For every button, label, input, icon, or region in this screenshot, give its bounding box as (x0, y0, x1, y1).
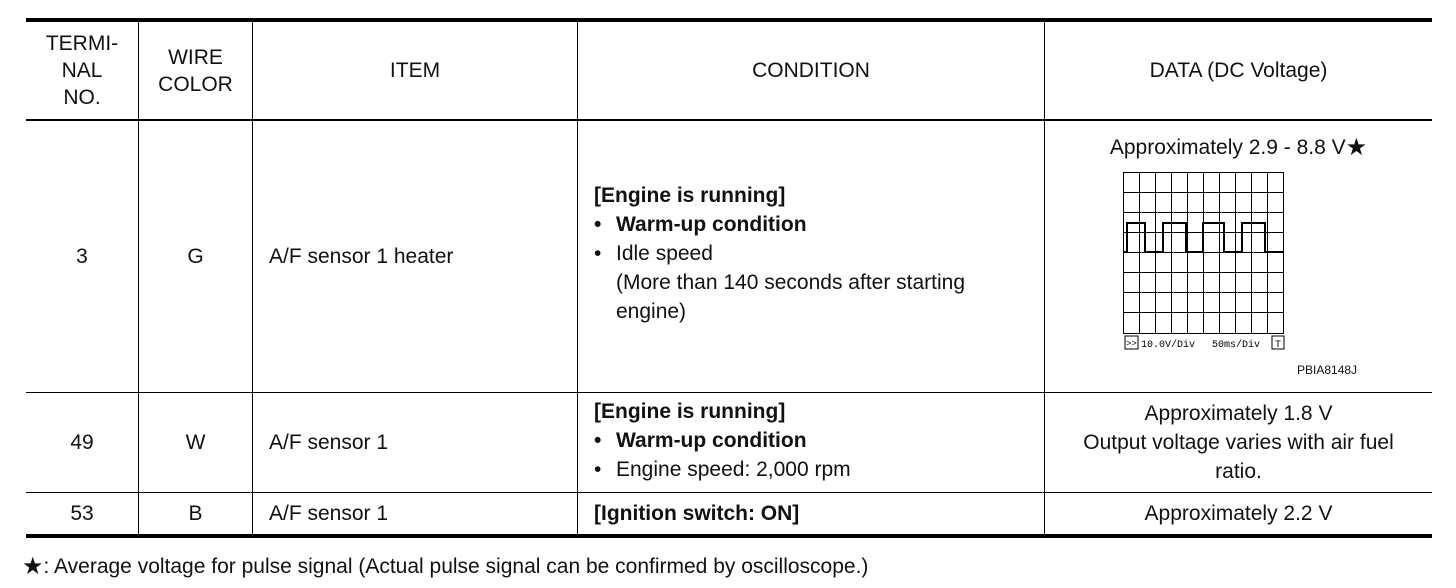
row2-condition-title: [Engine is running] (594, 400, 786, 423)
row1-condition (594, 181, 1034, 326)
oscilloscope-waveform (1120, 170, 1290, 356)
footnote (22, 552, 868, 581)
header-data: DATA (DC Voltage) (1149, 59, 1328, 82)
row3-data: Approximately 2.2 V (1144, 502, 1333, 525)
header-terminal: TERMI- NAL NO. (45, 32, 119, 109)
row2-condition-bullet-2: • Engine speed: 2,000 rpm (594, 455, 1034, 484)
row3-terminal: 53 (70, 502, 94, 525)
scope-volt-div: 10.0V/Div (1141, 340, 1196, 351)
row3-condition: [Ignition switch: ON] (594, 502, 800, 525)
row2-terminal: 49 (70, 431, 94, 454)
header-wire-color: WIRE COLOR (158, 45, 233, 96)
header-item: ITEM (389, 59, 441, 82)
star-icon: ★ (1345, 133, 1368, 161)
row2-data: Approximately 1.8 V Output voltage varies with air fuel ratio. (1083, 402, 1394, 483)
scope-time-div: 50ms/Div (1212, 340, 1261, 351)
row3-item: A/F sensor 1 (269, 502, 389, 525)
row1-data-text: Approximately 2.9 - 8.8 V (1109, 135, 1346, 159)
row2-item: A/F sensor 1 (269, 431, 389, 454)
footnote-text: : Average voltage for pulse signal (Actual pulse signal can be confirmed by oscilloscope.) (43, 555, 869, 578)
header-condition: CONDITION (752, 59, 870, 82)
row3-wire: B (188, 502, 203, 525)
row2-wire: W (185, 431, 206, 454)
figure-code: PBIA8148J (1297, 363, 1358, 377)
table-bottom-border (26, 534, 1432, 538)
scope-arrow-label: >> (1126, 339, 1137, 349)
row1-condition-bullet-1: • Warm-up condition (594, 210, 1034, 239)
row1-condition-title: [Engine is running] (594, 184, 786, 207)
row1-condition-note-1: (More than 140 seconds after starting (616, 271, 966, 294)
row1-data (1045, 129, 1432, 165)
row1-item: A/F sensor 1 heater (269, 245, 454, 268)
row1-condition-note-2: engine) (616, 300, 687, 323)
scope-t-label: T (1275, 340, 1282, 351)
row2-condition-bullet-1: • Warm-up condition (594, 426, 1034, 455)
row2-condition (594, 397, 1034, 484)
row1-condition-bullet-2: • Idle speed (594, 239, 1034, 268)
footnote-star-icon: ★ (22, 553, 44, 580)
row1-terminal: 3 (76, 245, 88, 268)
row1-wire: G (187, 245, 204, 268)
terminal-table (26, 18, 1432, 538)
